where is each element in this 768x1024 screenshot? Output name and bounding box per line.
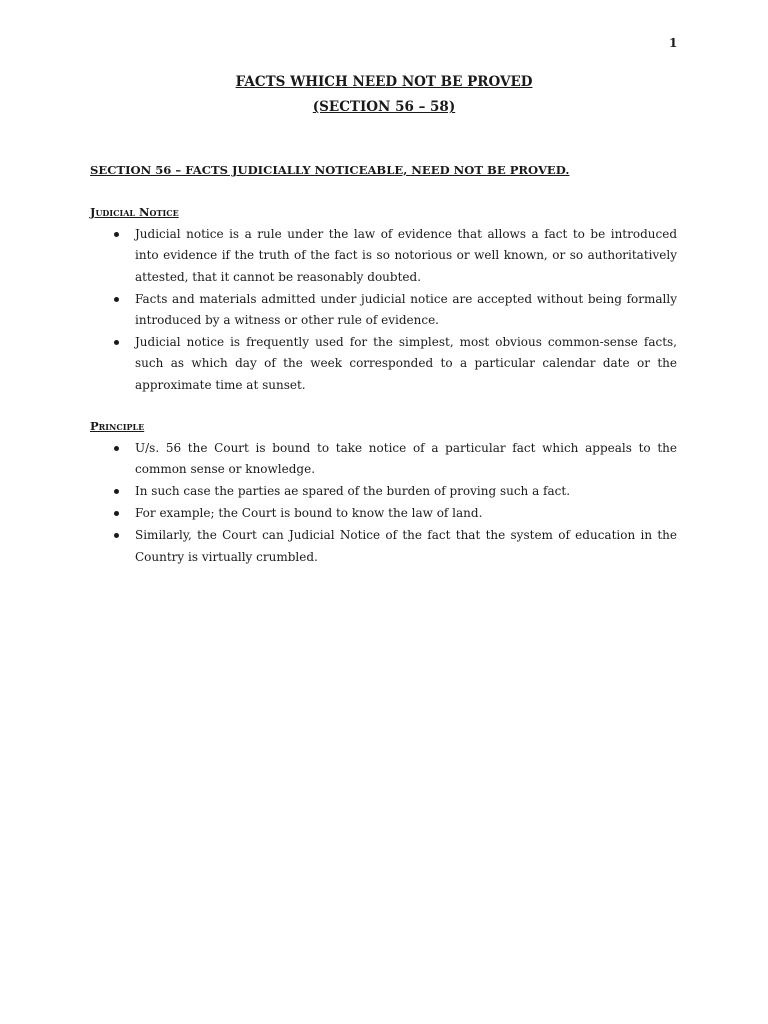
list-item-text: Facts and materials admitted under judicial notice are accepted without being formally introduced by a witness or other rule of evidence. bbox=[135, 291, 677, 328]
list-item-text: Similarly, the Court can Judicial Notice of the fact that the system of education in the Country is virtually crumbled. bbox=[135, 528, 677, 564]
bullet-icon bbox=[114, 232, 119, 237]
bullet-icon bbox=[114, 533, 119, 538]
list-item-text: Judicial notice is a rule under the law of evidence that allows a fact to be introduced into evidence if the truth of the fact is so notorious or well known, or so authoritatively attested, that it cannot be reasonably doubted. bbox=[135, 227, 677, 284]
list-item bbox=[90, 438, 677, 481]
bullet-icon bbox=[114, 511, 119, 516]
page-number: 1 bbox=[669, 36, 678, 50]
document-title: FACTS WHICH NEED NOT BE PROVED bbox=[235, 74, 533, 90]
list-item bbox=[90, 332, 677, 396]
list-item-text: Judicial notice is frequently used for the simplest, most obvious common-sense facts, such as which day of the week corresponded to a particular calendar date or the approximate time at sunset. bbox=[135, 335, 677, 392]
judicial-notice-heading: Judicial Notice bbox=[90, 205, 179, 219]
principle-heading: Principle bbox=[90, 419, 145, 433]
bullet-icon bbox=[114, 489, 119, 494]
judicial-notice-list bbox=[90, 224, 677, 397]
list-item-text: U/s. 56 the Court is bound to take notice of a particular fact which appeals to the common sense or knowledge. bbox=[135, 441, 677, 477]
bullet-icon bbox=[114, 340, 119, 345]
principle-list bbox=[90, 438, 677, 568]
bullet-icon bbox=[114, 446, 119, 451]
list-item-text: In such case the parties ae spared of the burden of proving such a fact. bbox=[135, 484, 571, 499]
list-item bbox=[90, 289, 677, 332]
list-item bbox=[90, 481, 677, 502]
document-subtitle: (SECTION 56 – 58) bbox=[312, 99, 456, 115]
list-item bbox=[90, 525, 677, 568]
list-item bbox=[90, 224, 677, 288]
list-item-text: For example; the Court is bound to know the law of land. bbox=[135, 506, 483, 521]
section-heading: SECTION 56 – FACTS JUDICIALLY NOTICEABLE, NEED NOT BE PROVED. bbox=[90, 163, 570, 177]
bullet-icon bbox=[114, 297, 119, 302]
list-item bbox=[90, 503, 677, 524]
